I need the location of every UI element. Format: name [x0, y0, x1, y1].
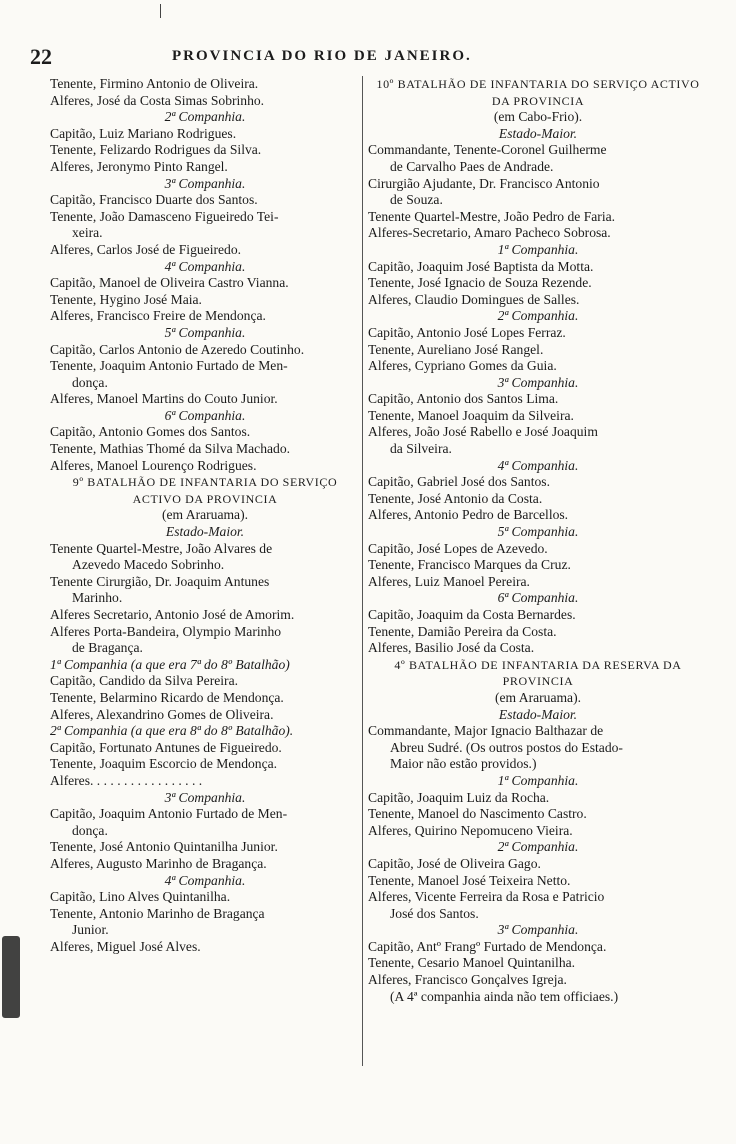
text-line: Cirurgião Ajudante, Dr. Francisco Antonio [368, 175, 600, 191]
section-heading: 3ª Companhia. [497, 922, 579, 938]
section-heading: 3ª Companhia. [164, 789, 246, 805]
text-line: Alferes, Alexandrino Gomes de Oliveira. [50, 706, 274, 722]
text-line: Tenente Cirurgião, Dr. Joaquim Antunes [50, 573, 270, 589]
text-line: Tenente, Antonio Marinho de Bragança [50, 905, 265, 921]
text-line: Alferes, Luiz Manoel Pereira. [368, 573, 530, 589]
text-line: Tenente, Joaquim Antonio Furtado de Men- [50, 358, 288, 374]
text-line-continued: de Carvalho Paes de Andrade. [390, 158, 554, 174]
text-line-continued: de Souza. [390, 192, 443, 208]
battalion-heading: 4º BATALHÃO DE INFANTARIA DA RESERVA DA PROVINCIA [394, 657, 682, 689]
text-line: Tenente, Manoel José Teixeira Netto. [368, 872, 571, 888]
page-number: 22 [30, 44, 52, 69]
text-line: Alferes, Basilio José da Costa. [368, 640, 535, 656]
text-line: Capitão, Joaquim Luiz da Rocha. [368, 789, 550, 805]
text-line-continued: donça. [72, 822, 108, 838]
text-line: Alferes, José da Costa Simas Sobrinho. [50, 92, 265, 108]
text-line: Alferes, Miguel José Alves. [50, 938, 201, 954]
text-line-continued: Azevedo Macedo Sobrinho. [72, 557, 225, 573]
text-line: Tenente, Felizardo Rodrigues da Silva. [50, 142, 262, 158]
text-line-continued: de Bragança. [72, 640, 143, 656]
text-line: Alferes, João José Rabello e José Joaquim [368, 424, 598, 440]
text-line: Alferes, Augusto Marinho de Bragança. [50, 855, 267, 871]
right-column [368, 76, 708, 1005]
text-line: Alferes, Quirino Nepomuceno Vieira. [368, 822, 573, 838]
text-line: Alferes, Vicente Ferreira da Rosa e Patricio [368, 889, 605, 905]
text-line: Capitão, José de Oliveira Gago. [368, 855, 541, 871]
text-line-continued: Junior. [72, 922, 109, 938]
text-line: Commandante, Major Ignacio Balthazar de [368, 723, 604, 739]
text-line: Capitão, Antonio José Lopes Ferraz. [368, 324, 566, 340]
company-heading: 1ª Companhia (a que era 7ª do 8º Batalhão) [50, 656, 290, 672]
text-line: Capitão, Carlos Antonio de Azeredo Coutinho. [50, 341, 305, 357]
text-line: Alferes, Manoel Martins do Couto Junior. [50, 391, 278, 407]
battalion-heading: 9º BATALHÃO DE INFANTARIA DO SERVIÇO ACTIVO DA PROVINCIA [72, 475, 338, 506]
text-line: Capitão, Joaquim da Costa Bernardes. [368, 607, 576, 622]
text-line: Capitão, Lino Alves Quintanilha. [50, 889, 231, 905]
binding-stain [2, 936, 20, 1018]
location-line: (em Araruama). [494, 689, 582, 705]
text-line: Capitão, Candido da Silva Pereira. [50, 673, 239, 689]
text-line: Capitão, Luiz Mariano Rodrigues. [50, 125, 237, 141]
section-heading: 2ª Companhia. [497, 308, 579, 324]
text-line: Alferes, Claudio Domingues de Salles. [368, 291, 580, 307]
section-heading: 4ª Companhia. [164, 258, 246, 274]
text-line: Commandante, Tenente-Coronel Guilherme [368, 142, 607, 158]
section-heading: 3ª Companhia. [497, 374, 579, 390]
text-line-continued: xeira. [72, 225, 103, 241]
page-header [30, 44, 560, 72]
text-line: Alferes, Carlos José de Figueiredo. [50, 241, 242, 257]
battalion-heading: 10º BATALHÃO DE INFANTARIA DO SERVIÇO ACTIVO DA PROVINCIA [376, 77, 700, 108]
text-line: Tenente, Manoel Joaquim da Silveira. [368, 407, 574, 423]
text-line: Capitão, Joaquim José Baptista da Motta. [368, 258, 594, 274]
text-line: Alferes. . . . . . . . . . . . . . . . . [50, 772, 203, 788]
section-heading: 1ª Companhia. [497, 241, 579, 257]
text-line: Capitão, Gabriel José dos Santos. [368, 474, 550, 490]
text-line-continued: Abreu Sudré. (Os outros postos do Estado- [390, 739, 623, 755]
text-line: Alferes Porta-Bandeira, Olympio Marinho [50, 623, 282, 639]
section-heading: 2ª Companhia. [164, 109, 246, 125]
section-heading: 4ª Companhia. [497, 457, 579, 473]
text-line-continued: da Silveira. [390, 441, 452, 457]
text-line: Tenente, Manoel do Nascimento Castro. [368, 806, 587, 822]
column-divider [362, 76, 363, 1066]
location-line: (em Cabo-Frio). [493, 109, 583, 125]
section-heading: 2ª Companhia. [497, 839, 579, 855]
left-column [50, 76, 360, 955]
section-heading: 1ª Companhia. [497, 772, 579, 788]
text-line: Alferes, Manoel Lourenço Rodrigues. [50, 457, 257, 473]
text-line: Tenente, José Ignacio de Souza Rezende. [368, 275, 592, 291]
text-line: Capitão, Manoel de Oliveira Castro Vianna. [50, 275, 289, 291]
text-line: Capitão, Fortunato Antunes de Figueiredo. [50, 739, 282, 755]
text-line: Tenente Quartel-Mestre, João Alvares de [50, 540, 273, 556]
section-heading: 6ª Companhia. [164, 407, 246, 423]
text-line: Tenente, Cesario Manoel Quintanilha. [368, 955, 576, 971]
text-line: Tenente, Joaquim Escorcio de Mendonça. [50, 756, 278, 772]
text-line-continued: donça. [72, 374, 108, 390]
text-line: Alferes, Francisco Freire de Mendonça. [50, 308, 266, 324]
text-line: Tenente, Francisco Marques da Cruz. [368, 557, 571, 573]
text-line: Tenente, Damião Pereira da Costa. [368, 623, 557, 639]
text-line: Capitão, Antº Frangº Furtado de Mendonça. [368, 938, 607, 954]
text-line: Tenente, Mathias Thomé da Silva Machado. [50, 441, 291, 457]
location-line: (em Araruama). [161, 507, 249, 523]
text-line: Tenente, Firmino Antonio de Oliveira. [50, 76, 259, 91]
text-line: Alferes, Cypriano Gomes da Guia. [368, 358, 557, 374]
text-line-continued: (A 4ª companhia ainda não tem officiaes.) [390, 988, 619, 1004]
text-line: Alferes Secretario, Antonio José de Amorim. [50, 607, 295, 622]
text-line: Tenente, Aureliano José Rangel. [368, 341, 544, 357]
text-line-continued: Maior não estão providos.) [390, 756, 537, 772]
text-line: Alferes, Jeronymo Pinto Rangel. [50, 158, 228, 174]
text-line: Capitão, Antonio Gomes dos Santos. [50, 424, 251, 440]
text-line-continued: Marinho. [72, 590, 123, 606]
section-heading: 4ª Companhia. [164, 872, 246, 888]
text-line: Tenente, José Antonio da Costa. [368, 490, 543, 506]
text-line: Capitão, Francisco Duarte dos Santos. [50, 192, 258, 208]
section-heading: Estado-Maior. [498, 125, 578, 141]
text-line: Alferes, Antonio Pedro de Barcellos. [368, 507, 569, 523]
section-heading: 5ª Companhia. [497, 524, 579, 540]
section-heading: 6ª Companhia. [497, 590, 579, 606]
section-heading: 3ª Companhia. [164, 175, 246, 191]
section-heading: 5ª Companhia. [164, 324, 246, 340]
company-heading: 2ª Companhia (a que era 8ª do 8º Batalhão). [50, 723, 294, 739]
text-line: Capitão, José Lopes de Azevedo. [368, 540, 548, 556]
text-line-continued: José dos Santos. [390, 905, 479, 921]
margin-mark [160, 4, 161, 18]
text-line: Capitão, Joaquim Antonio Furtado de Men- [50, 806, 288, 822]
text-line: Alferes-Secretario, Amaro Pacheco Sobrosa. [368, 225, 611, 241]
text-line: Tenente, Hygino José Maia. [50, 291, 202, 307]
text-line: Tenente, João Damasceno Figueiredo Tei- [50, 208, 279, 224]
text-line: Tenente, José Antonio Quintanilha Junior. [50, 839, 278, 855]
section-heading: Estado-Maior. [165, 524, 245, 540]
section-heading: Estado-Maior. [498, 706, 578, 722]
running-title: PROVINCIA DO RIO DE JANEIRO. [172, 48, 472, 64]
text-line: Alferes, Francisco Gonçalves Igreja. [368, 972, 567, 988]
text-line: Tenente, Belarmino Ricardo de Mendonça. [50, 689, 284, 705]
text-line: Capitão, Antonio dos Santos Lima. [368, 391, 559, 407]
text-line: Tenente Quartel-Mestre, João Pedro de Faria. [368, 208, 616, 224]
